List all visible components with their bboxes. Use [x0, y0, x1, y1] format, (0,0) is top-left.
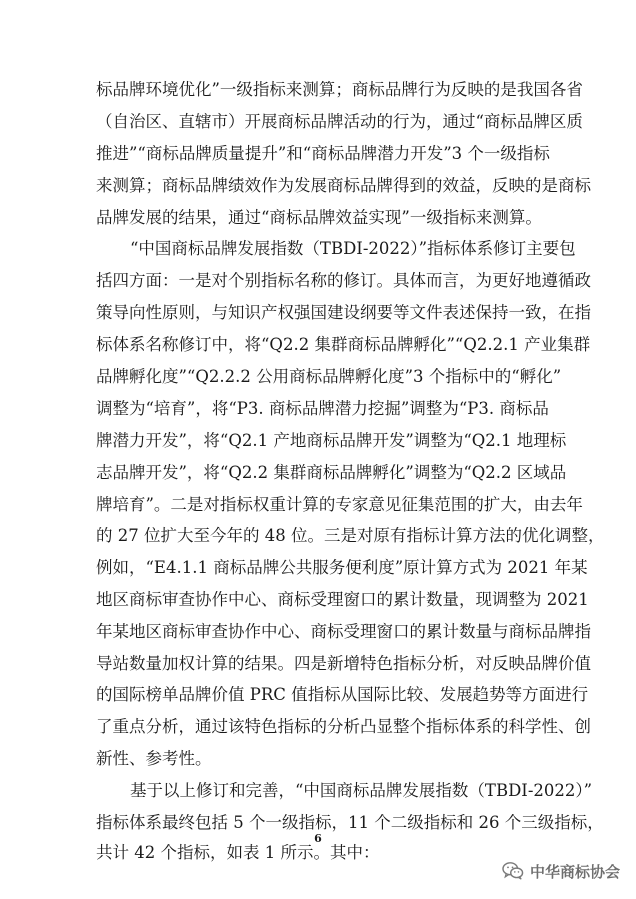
body-line: 共计 42 个指标，如表 1 所示。其中：: [96, 843, 380, 862]
body-line: 基于以上修订和完善，“中国商标品牌发展指数（TBDI-2022）”: [130, 781, 593, 800]
wechat-icon: [502, 861, 524, 881]
body-line: 新性、参考性。: [96, 749, 212, 768]
body-line: 标品牌环境优化”一级指标来测算；商标品牌行为反映的是我国各省: [96, 80, 583, 99]
body-line: 指标体系最终包括 5 个一级指标，11 个二级指标和 26 个三级指标，: [96, 813, 604, 832]
body-line: 牌潜力开发”，将“Q2.1 产地商标品牌开发”调整为“Q2.1 地理标: [96, 431, 567, 450]
body-line: 的国际榜单品牌价值 PRC 值指标从国际比较、发展趋势等方面进行: [96, 685, 589, 704]
body-line: 品牌孵化度”“Q2.2.2 公用商标品牌孵化度”3 个指标中的“孵化”: [96, 367, 562, 386]
body-line: 推进”“商标品牌质量提升”和“商标品牌潜力开发”3 个一级指标: [96, 144, 550, 163]
watermark-text: 中华商标协会: [529, 862, 620, 881]
body-line: 策导向性原则，与知识产权强国建设纲要等文件表述保持一致，在指: [96, 303, 591, 322]
body-line: 调整为“培育”，将“P3. 商标品牌潜力挖掘”调整为“P3. 商标品: [96, 399, 549, 418]
body-line: 地区商标审查协作中心、商标受理窗口的累计数量，现调整为 2021: [96, 590, 589, 609]
body-line: 志品牌开发”，将“Q2.2 集群商标品牌孵化”调整为“Q2.2 区域品: [96, 463, 567, 482]
body-line: 年某地区商标审查协作中心、商标受理窗口的累计数量与商标品牌指: [96, 622, 591, 641]
body-line: 来测算；商标品牌绩效作为发展商标品牌得到的效益，反映的是商标: [96, 176, 591, 195]
watermark: [502, 860, 620, 882]
body-line: 例如，“E4.1.1 商标品牌公共服务便利度”原计算方式为 2021 年某: [96, 558, 588, 577]
body-line: 了重点分析，通过该特色指标的分析凸显整个指标体系的科学性、创: [96, 717, 591, 736]
body-line: 牌培育”。二是对指标权重计算的专家意见征集范围的扩大，由去年: [96, 495, 583, 514]
body-line: 括四方面：一是对个别指标名称的修订。具体而言，为更好地遵循政: [96, 271, 591, 290]
body-line: “中国商标品牌发展指数（TBDI-2022）”指标体系修订主要包: [130, 239, 576, 258]
body-line: 导站数量加权计算的结果。四是新增特色指标分析，对反映品牌价值: [96, 654, 591, 673]
page-number: 6: [314, 832, 322, 845]
body-line: 的 27 位扩大至今年的 48 位。三是对原有指标计算方法的优化调整，: [96, 526, 605, 545]
body-line: 标体系名称修订中，将“Q2.2 集群商标品牌孵化”“Q2.2.1 产业集群: [96, 335, 591, 354]
body-line: （自治区、直辖市）开展商标品牌活动的行为，通过“商标品牌区质: [96, 112, 583, 131]
body-line: 品牌发展的结果，通过“商标品牌效益实现”一级指标来测算。: [96, 208, 542, 227]
